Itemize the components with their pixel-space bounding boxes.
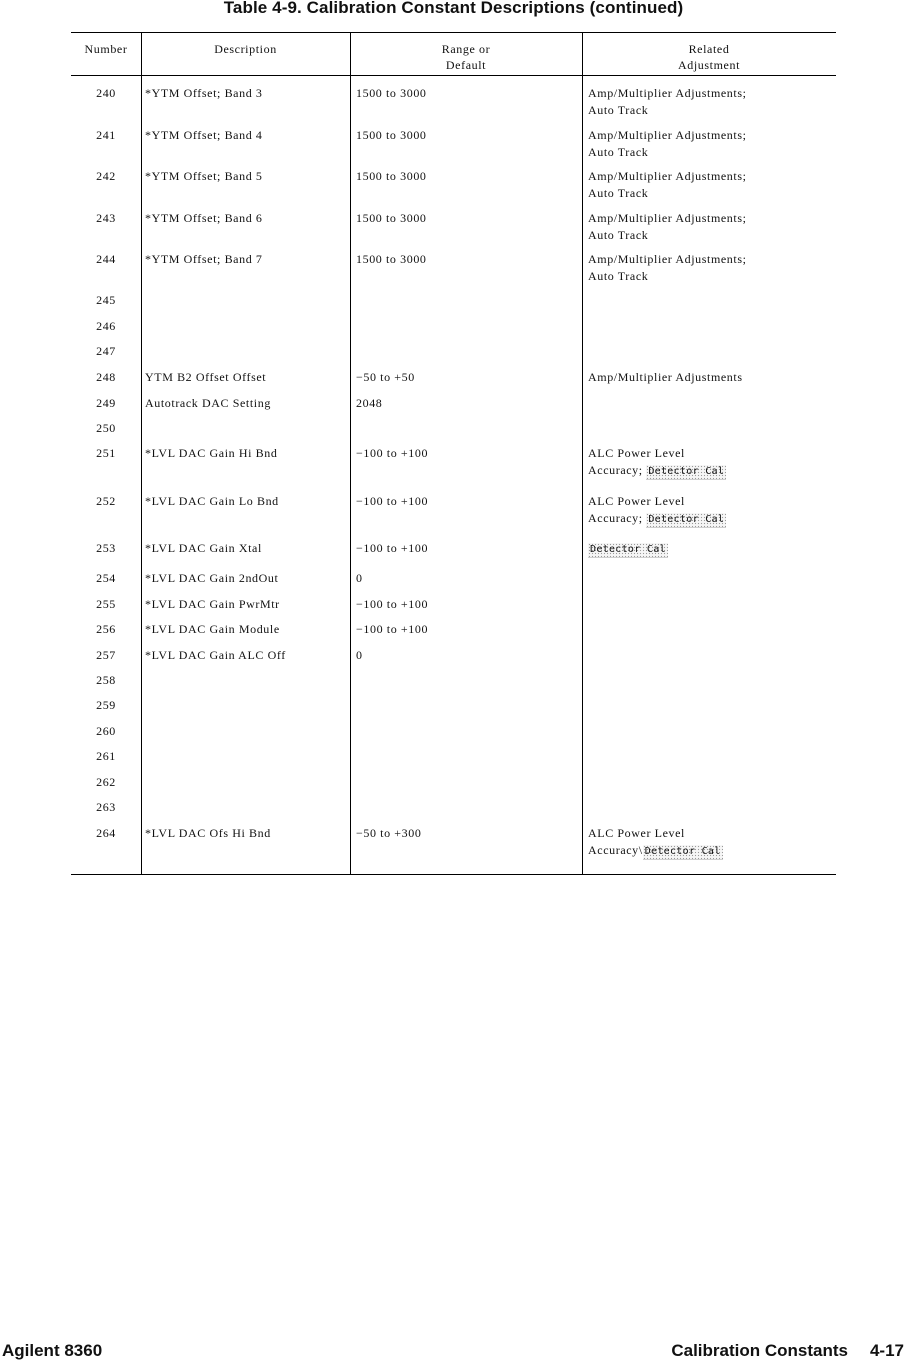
row-number: 243 [96,211,116,225]
header-range-line1: Range or [441,42,491,56]
adjustment-line1: ALC Power Level [588,826,685,840]
row-number: 245 [96,293,116,307]
row-range: 1500 to 3000 [356,211,427,225]
row-description: *LVL DAC Gain Module [145,622,280,636]
footer-section-title: Calibration Constants [671,1341,848,1360]
page-number: 4-17 [869,1341,904,1360]
row-description: *LVL DAC Gain ALC Off [145,648,286,662]
header-adjustment-line1: Related [688,42,730,56]
adjustment-line2 [588,144,833,160]
row-adjustment [588,251,833,284]
footer-section [671,1341,904,1361]
row-description: *LVL DAC Gain Xtal [145,541,262,555]
adjustment-line2 [588,510,833,528]
adjustment-line2 [588,102,833,118]
row-adjustment [588,493,833,528]
calibration-table [71,32,836,875]
row-number: 248 [96,370,116,384]
header-adjustment [582,41,836,73]
row-description: *LVL DAC Gain Hi Bnd [145,446,278,460]
adjustment-line2 [588,462,833,480]
row-number: 240 [96,86,116,100]
row-description: *LVL DAC Gain Lo Bnd [145,494,279,508]
column-divider [582,33,583,874]
row-number: 244 [96,252,116,266]
row-range: 2048 [356,396,383,410]
row-description: *YTM Offset; Band 6 [145,211,263,225]
row-range: −100 to +100 [356,622,429,636]
adjustment-line1: ALC Power Level [588,446,685,460]
row-number: 261 [96,749,116,763]
row-adjustment [588,540,833,558]
row-number: 260 [96,724,116,738]
adjustment-line2-text: Accuracy; [588,511,647,525]
row-adjustment [588,168,833,201]
row-range: −100 to +100 [356,494,429,508]
adjustment-line1: ALC Power Level [588,494,685,508]
adjustment-line2-text: Auto Track [588,228,649,242]
row-number: 246 [96,319,116,333]
header-range-line2: Default [445,58,487,72]
detector-cal-key: Detector Cal [646,513,726,528]
detector-cal-key: Detector Cal [643,845,723,860]
adjustment-line1: Amp/Multiplier Adjustments; [588,86,747,100]
detector-cal-key: Detector Cal [646,465,726,480]
header-divider [71,75,836,76]
adjustment-line2 [588,185,833,201]
row-description: *LVL DAC Ofs Hi Bnd [145,826,271,840]
row-description: *YTM Offset; Band 7 [145,252,263,266]
row-range: 0 [356,571,363,585]
column-divider [141,33,142,874]
row-range: −100 to +100 [356,597,429,611]
row-range: 1500 to 3000 [356,128,427,142]
detector-cal-key: Detector Cal [588,543,668,558]
row-description: *LVL DAC Gain 2ndOut [145,571,279,585]
row-range: −100 to +100 [356,541,429,555]
row-range: −50 to +300 [356,826,422,840]
footer-product: Agilent 8360 [2,1341,103,1360]
adjustment-line2-text: Auto Track [588,145,649,159]
row-number: 262 [96,775,116,789]
row-number: 259 [96,698,116,712]
row-description: YTM B2 Offset Offset [145,370,267,384]
row-range: 1500 to 3000 [356,252,427,266]
row-adjustment [588,825,833,860]
row-description: *YTM Offset; Band 3 [145,86,263,100]
row-adjustment [588,369,833,385]
row-number: 253 [96,541,116,555]
row-adjustment [588,85,833,118]
header-adjustment-line2: Adjustment [678,58,740,72]
row-description: *YTM Offset; Band 4 [145,128,263,142]
adjustment-line2-text: Auto Track [588,186,649,200]
row-number: 257 [96,648,116,662]
row-number: 263 [96,800,116,814]
row-number: 249 [96,396,116,410]
column-divider [350,33,351,874]
adjustment-line2-text: Accuracy\ [588,843,643,857]
adjustment-line1: Amp/Multiplier Adjustments; [588,252,747,266]
header-number: Number [84,42,128,56]
row-number: 258 [96,673,116,687]
row-adjustment [588,210,833,243]
header-description: Description [214,42,277,56]
adjustment-line2 [588,227,833,243]
adjustment-line1: Amp/Multiplier Adjustments; [588,128,747,142]
row-adjustment [588,445,833,480]
adjustment-line2-text: Auto Track [588,269,649,283]
row-number: 250 [96,421,116,435]
row-range: 1500 to 3000 [356,169,427,183]
row-description: Autotrack DAC Setting [145,396,271,410]
adjustment-line2 [588,268,833,284]
row-number: 251 [96,446,116,460]
adjustment-line1: Amp/Multiplier Adjustments; [588,169,747,183]
row-description: *YTM Offset; Band 5 [145,169,263,183]
row-range: −50 to +50 [356,370,415,384]
table-title: Table 4-9. Calibration Constant Descriptions (continued) [223,0,684,17]
row-number: 241 [96,128,116,142]
header-range [350,41,582,73]
adjustment-line2 [588,842,833,860]
adjustment-line2-text: Accuracy; [588,463,647,477]
row-range: 1500 to 3000 [356,86,427,100]
adjustment-line1: Amp/Multiplier Adjustments [588,370,743,384]
row-number: 264 [96,826,116,840]
adjustment-line1: Amp/Multiplier Adjustments; [588,211,747,225]
row-range: 0 [356,648,363,662]
row-description: *LVL DAC Gain PwrMtr [145,597,280,611]
row-number: 254 [96,571,116,585]
row-number: 242 [96,169,116,183]
row-number: 255 [96,597,116,611]
row-adjustment [588,127,833,160]
row-number: 247 [96,344,116,358]
adjustment-line2-text: Auto Track [588,103,649,117]
row-range: −100 to +100 [356,446,429,460]
row-number: 256 [96,622,116,636]
row-number: 252 [96,494,116,508]
